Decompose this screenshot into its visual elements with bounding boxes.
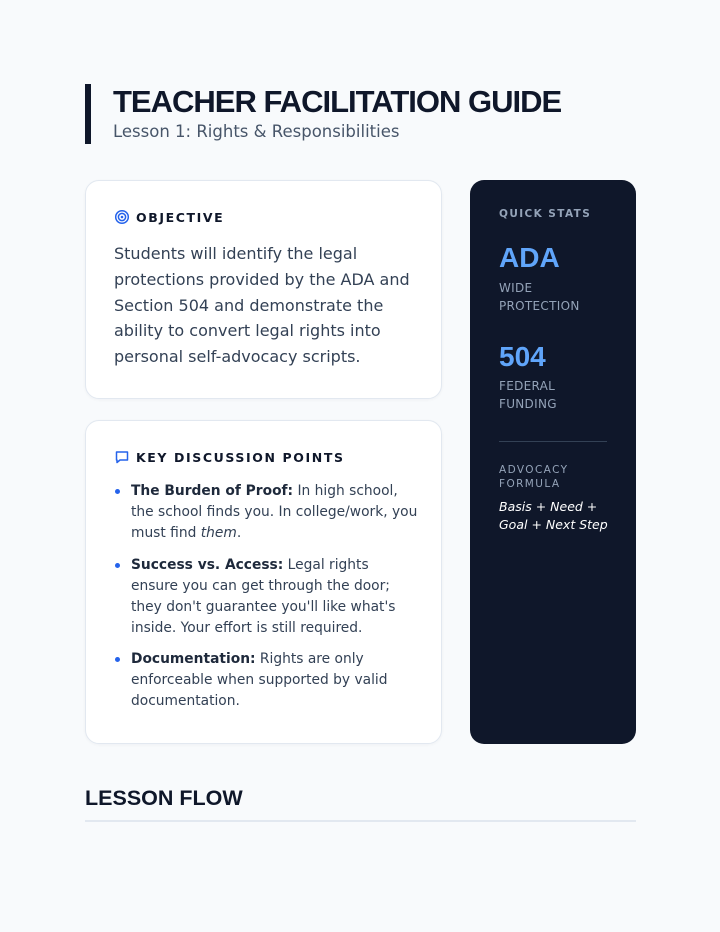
point-text: Rights are only enforceable when supported by valid documentation. (131, 651, 388, 709)
objective-header (114, 209, 224, 225)
stat-caption-ada: WIDE PROTECTION (499, 281, 580, 313)
stats-divider (499, 441, 607, 442)
page-subtitle: Lesson 1: Rights & Responsibilities (113, 122, 400, 141)
point-term: Success vs. Access: (131, 556, 284, 573)
point-term: Documentation: (131, 651, 256, 667)
list-item (114, 649, 419, 712)
discussion-header (114, 449, 345, 465)
target-icon (114, 209, 130, 225)
formula-label: ADVOCACY FORMULA (499, 464, 569, 490)
page-title: TEACHER FACILITATION GUIDE (113, 84, 562, 119)
lesson-flow-divider (85, 820, 636, 822)
point-text: Legal rights ensure you can get through the door; they don't guarantee you'll like what's inside. Your effort is still required. (131, 556, 396, 636)
chat-bubble-icon (114, 449, 130, 465)
objective-card (85, 180, 442, 399)
discussion-label: KEY DISCUSSION POINTS (136, 449, 345, 465)
point-emphasis: them (200, 525, 237, 541)
stat-value-504: 504 (499, 341, 546, 372)
discussion-list (114, 481, 419, 723)
stat-caption-504: FEDERAL FUNDING (499, 379, 557, 411)
list-item (114, 481, 419, 544)
quick-stats-label: QUICK STATS (499, 208, 592, 220)
formula-text: Basis + Need + Goal + Next Step (499, 499, 608, 532)
objective-label: OBJECTIVE (136, 209, 225, 225)
point-term: The Burden of Proof: (131, 483, 294, 499)
lesson-flow-title: LESSON FLOW (85, 786, 243, 810)
point-text: In high school, the school finds you. In college/work, you must find (131, 483, 418, 541)
page-header (85, 84, 645, 144)
stat-value-ada: ADA (499, 242, 560, 273)
objective-text: Students will identify the legal protections provided by the ADA and Section 504 and demonstrate the ability to convert legal rights into personal self-advocacy scripts. (114, 244, 410, 367)
discussion-card (85, 420, 442, 744)
quick-stats-panel (470, 180, 636, 744)
list-item (114, 555, 419, 639)
point-end: . (236, 525, 242, 541)
